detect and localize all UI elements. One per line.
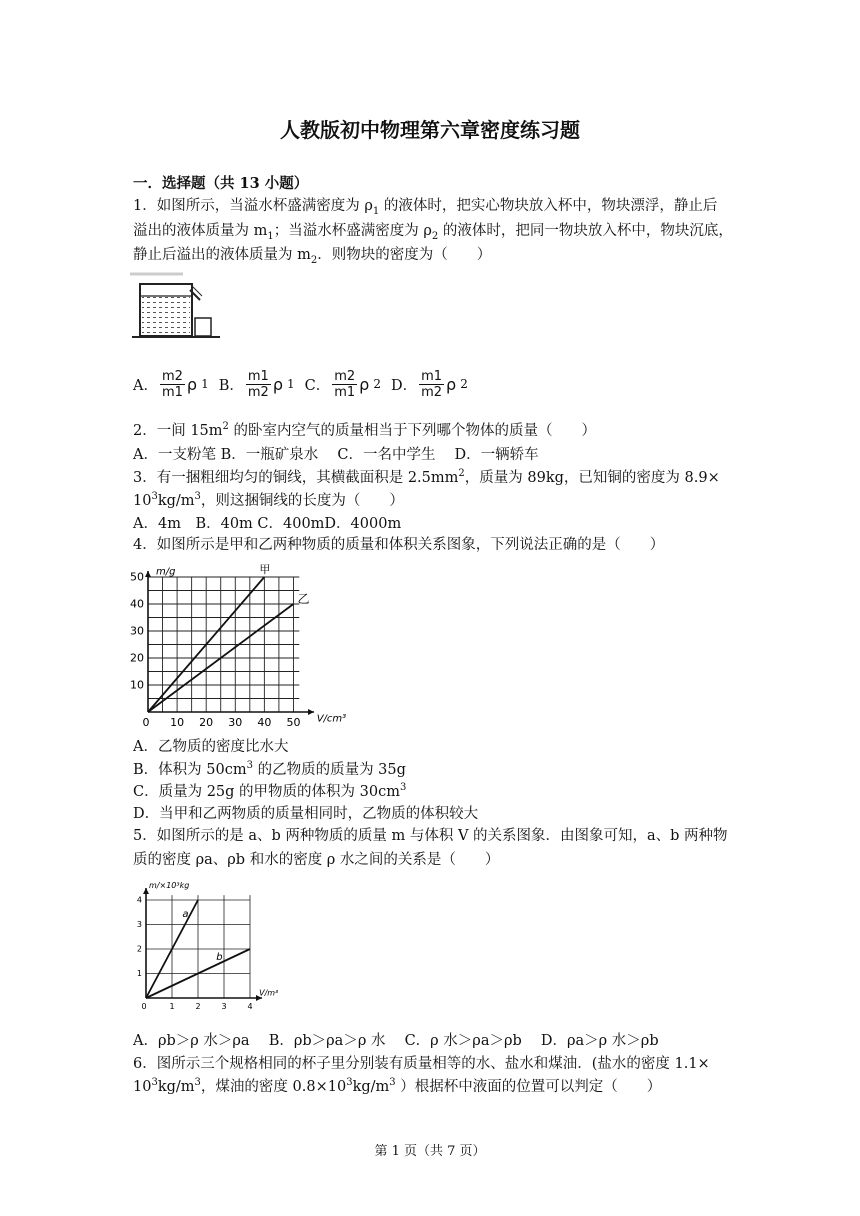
- q2-options: A．一支粉笔 B．一瓶矿泉水 C．一名中学生 D．一辆轿车: [133, 447, 539, 463]
- q4-mass-volume-chart: [128, 558, 348, 734]
- q5-stem-line1: 5．如图所示的是 a、b 两种物质的质量 m 与体积 V 的关系图象．由图象可知，a、b 两种物: [133, 828, 728, 844]
- q1-option-d[interactable]: D． $\frac{m1}{m2}$ ρ 2: [390, 368, 468, 400]
- x-tick-label: 4: [247, 1002, 253, 1011]
- x-tick-label: 40: [257, 716, 272, 729]
- x-tick-label: 20: [199, 716, 214, 729]
- x-tick-label: 50: [286, 716, 301, 729]
- chart1-x-axis-label: V/cm³: [316, 713, 347, 725]
- q6-stem-line1: 6．图所示三个规格相同的杯子里分别装有质量相等的水、盐水和煤油．(盐水的密度 1.1×: [133, 1056, 710, 1072]
- chart2-x-axis-label: V/m³: [259, 988, 279, 998]
- x-tick-label: 1: [169, 1002, 175, 1011]
- chart1-series-label-jia: 甲: [259, 563, 271, 576]
- q1-stem-line1: 1．如图所示，当溢水杯盛满密度为 $\rho_1$ 的液体时，把实心物块放入杯中，物块漂浮，静止后: [133, 198, 718, 217]
- x-tick-label: 30: [228, 716, 243, 729]
- chart2-grid: [146, 895, 250, 998]
- q4-option-b[interactable]: B．体积为 $50cm^3$ 的乙物质的质量为 35g: [133, 760, 406, 778]
- chart2-series-label-a: a: [182, 909, 189, 921]
- y-tick-label: 2: [136, 944, 142, 954]
- q5-mass-volume-chart: [128, 878, 298, 1016]
- y-tick-label: 40: [130, 597, 144, 611]
- q4-option-a[interactable]: A．乙物质的密度比水大: [133, 739, 289, 755]
- y-tick-label: 10: [130, 678, 144, 692]
- x-axis-arrow: [308, 709, 314, 715]
- q1-option-b[interactable]: B． $\frac{m1}{m2}$ ρ 1: [218, 368, 295, 400]
- q6-stem-line2: $10^3kg/m^3$，煤油的密度 $0.8\times 10^3kg/m^3$ ）根据杯中液面的位置可以判定（ ）: [133, 1077, 662, 1095]
- y-tick-label: 1: [136, 969, 142, 979]
- q3-stem-line2: $10^3kg/m^3$，则这捆铜线的长度为（ ）: [133, 491, 404, 509]
- q5-stem-line2: 质的密度 ρa、ρb 和水的密度 ρ 水之间的关系是（ ）: [133, 852, 500, 868]
- x-tick-label: 0: [141, 1002, 147, 1011]
- y-tick-label: 3: [136, 920, 142, 930]
- chart1-tick-labels: [130, 571, 300, 729]
- q4-option-c[interactable]: C．质量为 25g 的甲物质的体积为 $30cm^3$: [133, 782, 407, 800]
- x-tick-label: 3: [221, 1002, 227, 1011]
- chart1-grid: [148, 577, 299, 712]
- chart1-y-axis-label: m/g: [156, 566, 176, 578]
- y-axis-arrow: [145, 571, 151, 577]
- q3-options: A．4m B．40m C．400mD．4000m: [133, 516, 402, 532]
- q2-stem: 2．一间 $15m^2$ 的卧室内空气的质量相当于下列哪个物体的质量（ ）: [133, 421, 597, 439]
- page-title: 人教版初中物理第六章密度练习题: [280, 118, 580, 142]
- x-tick-label: 10: [170, 716, 185, 729]
- chart2-series-label-b: b: [216, 952, 223, 964]
- q4-stem: 4．如图所示是甲和乙两种物质的质量和体积关系图象，下列说法正确的是（ ）: [133, 537, 665, 553]
- chart2-y-axis-label: m/×10³kg: [149, 880, 190, 890]
- q4-option-d[interactable]: D．当甲和乙两物质的质量相同时，乙物质的体积较大: [133, 806, 479, 822]
- page-footer: 第 1 页（共 7 页）: [374, 1144, 486, 1159]
- chart1-axes: [145, 571, 314, 715]
- chart2-axes: [143, 888, 262, 1001]
- chart1-series-label-yi: 乙: [297, 592, 310, 606]
- q1-options: [133, 362, 468, 406]
- y-tick-label: 4: [136, 895, 142, 905]
- section-heading: 一．选择题（共 13 小题）: [133, 175, 309, 192]
- q1-option-c[interactable]: C． $\frac{m2}{m1}$ ρ 2: [304, 368, 381, 400]
- y-tick-label: 20: [130, 651, 144, 665]
- q5-options: A．ρb＞ρ 水＞ρa B．ρb＞ρa＞ρ 水 C．ρ 水＞ρa＞ρb D．ρa＞ρ 水＞ρb: [133, 1033, 659, 1049]
- y-tick-label: 30: [130, 624, 144, 638]
- q3-stem-line1: 3．有一捆粗细均匀的铜线，其横截面积是 $2.5mm^2$，质量为 89kg，已知铜的密度为 8.9×: [133, 468, 720, 486]
- overflow-cup-figure: [128, 270, 223, 340]
- x-tick-label: 0: [142, 716, 150, 729]
- q1-stem-line3: 静止后溢出的液体质量为 $m_2$．则物块的密度为（ ）: [133, 247, 492, 266]
- y-tick-label: 50: [130, 570, 144, 584]
- x-tick-label: 2: [195, 1002, 201, 1011]
- q1-option-a[interactable]: A． $\frac{m2}{m1}$ ρ 1: [133, 368, 209, 400]
- q1-stem-line2: 溢出的液体质量为 $m_1$；当溢水杯盛满密度为 $\rho_2$ 的液体时，把同一物块放入杯中，物块沉底，: [133, 223, 733, 242]
